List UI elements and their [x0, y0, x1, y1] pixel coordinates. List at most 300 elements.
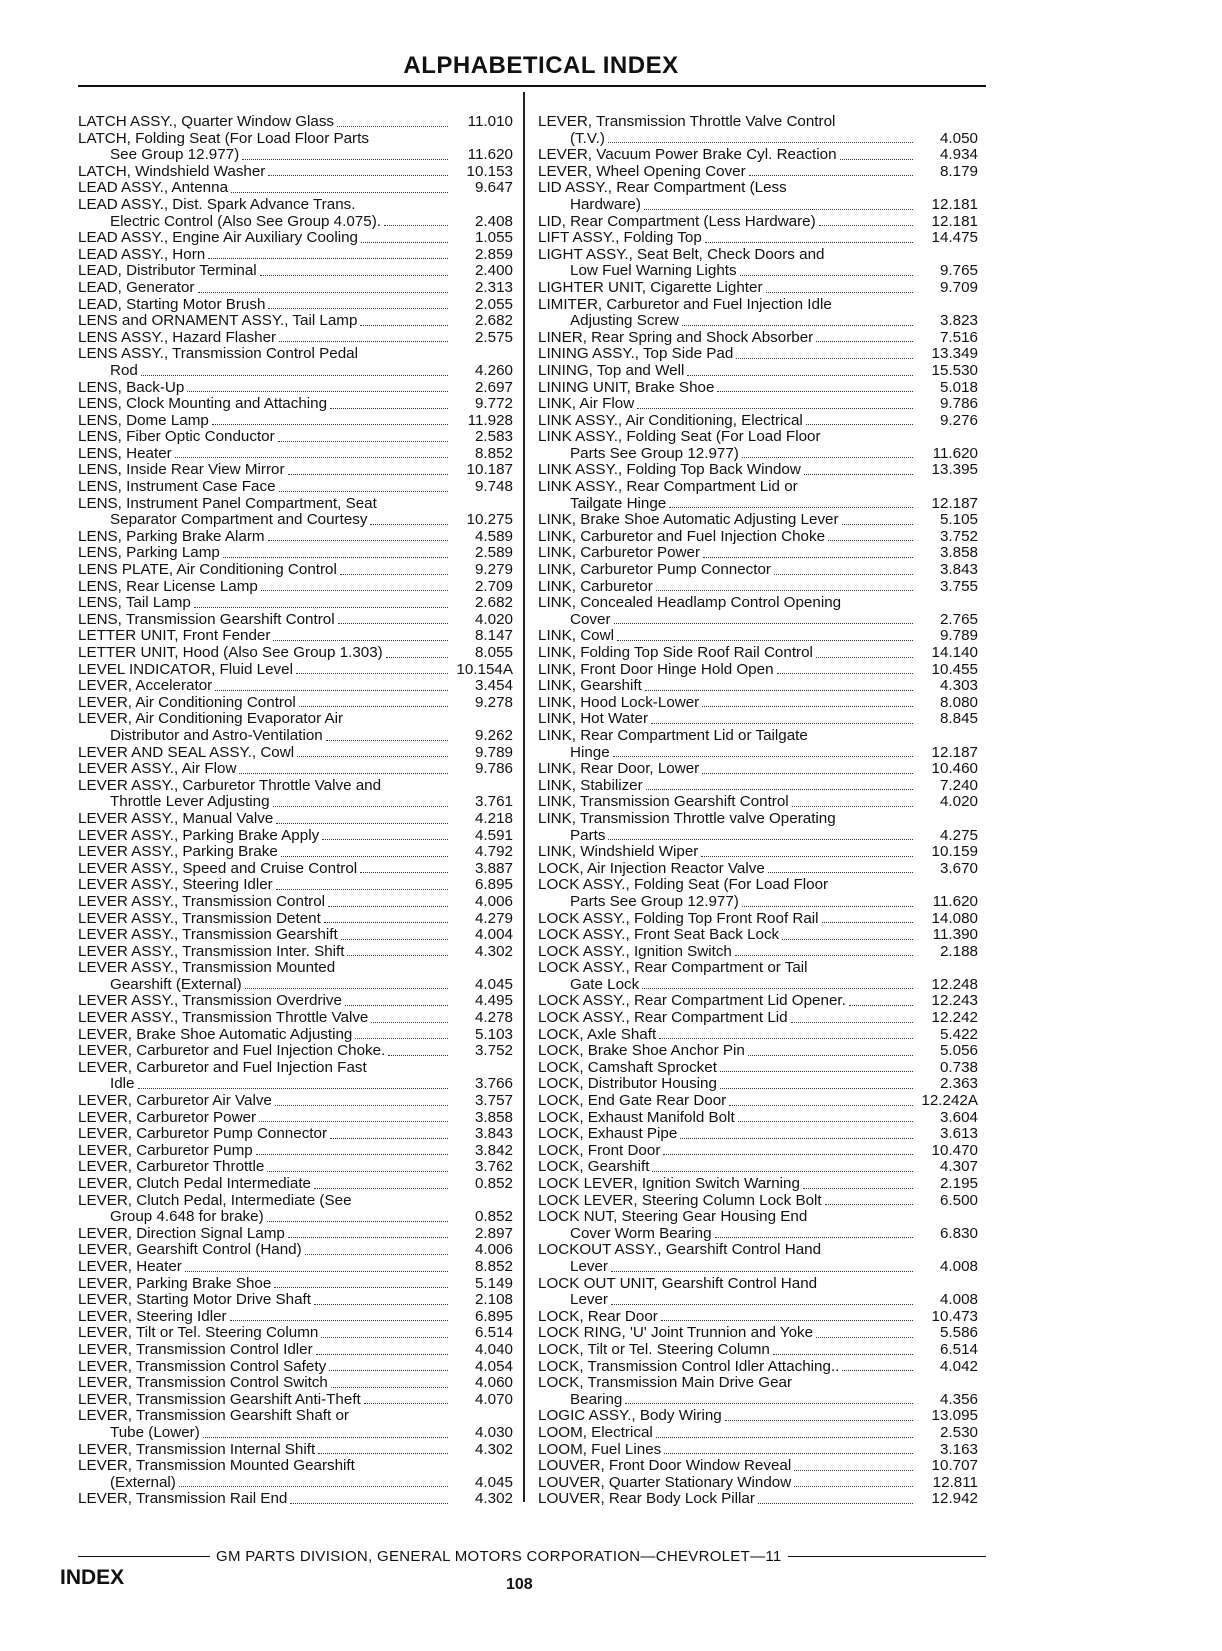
- index-entry: [78, 894, 513, 911]
- footer-rule-left: [78, 1556, 210, 1558]
- entry-line-with-number: [78, 1276, 513, 1293]
- entry-line-with-number: [78, 861, 513, 878]
- index-entry: [538, 678, 978, 695]
- entry-text: LINING, Top and Well: [538, 361, 685, 379]
- entry-line-with-number: [538, 529, 978, 546]
- entry-line-with-number: [78, 993, 513, 1010]
- entry-text: LEVER, Transmission Control Switch: [78, 1374, 328, 1392]
- entry-text: LEVER ASSY., Transmission Gearshift: [78, 926, 338, 944]
- index-entry: [78, 778, 513, 811]
- group-number: 2.897: [474, 1224, 513, 1242]
- entry-text: LINK, Brake Shoe Automatic Adjusting Lever: [538, 511, 839, 529]
- index-entry: [538, 778, 978, 795]
- entry-line-with-number: [78, 147, 513, 164]
- entry-text: LIGHTER UNIT, Cigarette Lighter: [538, 278, 763, 296]
- index-entry: [78, 695, 513, 712]
- dot-leader: [614, 623, 913, 624]
- entry-line: [78, 346, 513, 363]
- group-number: 9.772: [474, 395, 513, 413]
- entry-line-with-number: [78, 1375, 513, 1392]
- dot-leader: [328, 906, 448, 907]
- entry-text: (T.V.): [570, 129, 605, 147]
- dot-leader: [329, 1370, 448, 1371]
- index-entry: [538, 147, 978, 164]
- footer-division-text: GM PARTS DIVISION, GENERAL MOTORS CORPORATION—CHEVROLET—11: [216, 1548, 782, 1565]
- group-number: 5.422: [939, 1025, 978, 1043]
- group-number: 5.586: [939, 1324, 978, 1342]
- group-number: 12.811: [932, 1473, 978, 1491]
- entry-line-with-number: [78, 844, 513, 861]
- group-number: 10.154A: [456, 660, 513, 678]
- entry-line-with-number: [538, 745, 978, 762]
- index-entry: [78, 1027, 513, 1044]
- index-entry: [538, 1093, 978, 1110]
- entry-text: LINK, Carburetor: [538, 577, 653, 595]
- entry-text: LEVER, Heater: [78, 1257, 182, 1275]
- entry-line-with-number: [78, 380, 513, 397]
- entry-text: LEVER, Carburetor Air Valve: [78, 1092, 272, 1110]
- entry-line-with-number: [78, 1491, 513, 1508]
- entry-line-with-number: [78, 1359, 513, 1376]
- entry-text: LINK, Stabilizer: [538, 776, 643, 794]
- footer-line: [78, 1548, 986, 1565]
- entry-text: Electric Control (Also See Group 4.075).: [110, 212, 381, 230]
- entry-line-with-number: [78, 877, 513, 894]
- dot-leader: [842, 1370, 913, 1371]
- entry-text: Parts See Group 12.977): [570, 444, 739, 462]
- group-number: 9.647: [474, 179, 513, 197]
- index-entry: [78, 1392, 513, 1409]
- entry-text: LINK, Transmission Throttle valve Operating: [538, 809, 836, 827]
- index-entry: [78, 662, 513, 679]
- dot-leader: [273, 806, 448, 807]
- group-number: 2.400: [474, 262, 513, 280]
- group-number: 2.055: [474, 295, 513, 313]
- group-number: 4.020: [939, 793, 978, 811]
- entry-text: LEVEL INDICATOR, Fluid Level: [78, 660, 293, 678]
- dot-leader: [268, 175, 448, 176]
- entry-text: LENS, Parking Lamp: [78, 544, 220, 562]
- entry-text: Group 4.648 for brake): [110, 1208, 264, 1226]
- index-entry: [78, 927, 513, 944]
- index-entry: [78, 960, 513, 993]
- dot-leader: [656, 1437, 913, 1438]
- entry-line-with-number: [78, 1110, 513, 1127]
- group-number: 4.278: [474, 1009, 513, 1027]
- group-number: 10.455: [931, 660, 978, 678]
- group-number: 8.080: [939, 693, 978, 711]
- entry-line-with-number: [538, 1442, 978, 1459]
- group-number: 9.789: [939, 627, 978, 645]
- group-number: 3.670: [939, 859, 978, 877]
- dot-leader: [791, 1022, 913, 1023]
- entry-line-with-number: [78, 214, 513, 231]
- dot-leader: [275, 1105, 448, 1106]
- dot-leader: [267, 1171, 448, 1172]
- entry-text: LOCK ASSY., Folding Seat (For Load Floor: [538, 876, 829, 894]
- group-number: 8.055: [474, 644, 513, 661]
- index-entry: [78, 911, 513, 928]
- dot-leader: [281, 856, 448, 857]
- index-entry: [78, 861, 513, 878]
- index-entry: [78, 1325, 513, 1342]
- entry-text: Idle: [110, 1075, 135, 1093]
- entry-line-with-number: [538, 1043, 978, 1060]
- group-number: 3.858: [939, 544, 978, 562]
- index-entry: [78, 313, 513, 330]
- group-number: 3.842: [474, 1141, 513, 1159]
- group-number: 4.302: [474, 1490, 513, 1508]
- entry-text: LEVER ASSY., Transmission Control: [78, 892, 326, 910]
- entry-text: LOCK LEVER, Steering Column Lock Bolt: [538, 1191, 822, 1209]
- entry-text: LINK ASSY., Air Conditioning, Electrical: [538, 411, 803, 429]
- index-entry: [78, 1143, 513, 1160]
- index-entry: [538, 330, 978, 347]
- entry-text: LEVER, Brake Shoe Automatic Adjusting: [78, 1025, 353, 1043]
- dot-leader: [194, 607, 448, 608]
- group-number: 3.843: [939, 561, 978, 579]
- entry-line-with-number: [538, 1126, 978, 1143]
- entry-text: LEVER, Clutch Pedal Intermediate: [78, 1175, 311, 1192]
- entry-text: LEVER, Air Conditioning Control: [78, 693, 296, 711]
- entry-line-with-number: [78, 595, 513, 612]
- index-entry: [538, 1126, 978, 1143]
- entry-text: LINK, Windshield Wiper: [538, 843, 699, 861]
- group-number: 3.604: [939, 1108, 978, 1126]
- dot-leader: [256, 1154, 448, 1155]
- index-entry: [538, 1458, 978, 1475]
- entry-text: Parts: [570, 826, 606, 844]
- entry-text: LEVER AND SEAL ASSY., Cowl: [78, 743, 295, 761]
- group-number: 7.240: [939, 776, 978, 794]
- dot-leader: [337, 126, 448, 127]
- dot-leader: [644, 209, 913, 210]
- entry-line-with-number: [78, 114, 513, 131]
- index-entry: [78, 429, 513, 446]
- dot-leader: [749, 175, 913, 176]
- entry-line-with-number: [78, 579, 513, 596]
- entry-line-with-number: [78, 446, 513, 463]
- index-entry: [78, 131, 513, 164]
- entry-text: LEVER, Carburetor Pump: [78, 1141, 253, 1159]
- entry-line-with-number: [538, 1325, 978, 1342]
- index-entry: [538, 711, 978, 728]
- group-number: 2.408: [474, 212, 513, 230]
- group-number: 10.275: [466, 511, 513, 529]
- group-number: 4.040: [474, 1340, 513, 1358]
- entry-text: See Group 12.977): [110, 146, 240, 164]
- entry-line: [78, 1193, 513, 1210]
- entry-text: LINK, Hood Lock-Lower: [538, 693, 700, 711]
- dot-leader: [268, 540, 448, 541]
- dot-leader: [687, 375, 913, 376]
- index-entry: [538, 1193, 978, 1210]
- entry-text: LEVER, Transmission Rail End: [78, 1490, 288, 1508]
- entry-line-with-number: [78, 1093, 513, 1110]
- index-entry: [78, 844, 513, 861]
- entry-text: (External): [110, 1473, 176, 1491]
- entry-line-with-number: [538, 1259, 978, 1276]
- entry-line-with-number: [78, 1475, 513, 1492]
- dot-leader: [288, 474, 448, 475]
- group-number: 12.187: [931, 743, 978, 761]
- entry-text: LEVER ASSY., Transmission Inter. Shift: [78, 942, 345, 960]
- entry-line-with-number: [78, 1209, 513, 1226]
- entry-line-with-number: [538, 496, 978, 513]
- entry-line: [538, 1242, 978, 1259]
- entry-line-with-number: [538, 944, 978, 961]
- entry-text: LETTER UNIT, Front Fender: [78, 627, 271, 645]
- entry-line: [538, 1375, 978, 1392]
- entry-line-with-number: [78, 429, 513, 446]
- entry-text: LENS ASSY., Transmission Control Pedal: [78, 345, 358, 363]
- entry-line-with-number: [538, 462, 978, 479]
- dot-leader: [267, 1221, 448, 1222]
- entry-line-with-number: [78, 1325, 513, 1342]
- entry-text: LENS PLATE, Air Conditioning Control: [78, 561, 337, 579]
- index-entry: [538, 1375, 978, 1408]
- index-entry: [538, 645, 978, 662]
- entry-line-with-number: [538, 695, 978, 712]
- index-entry: [78, 263, 513, 280]
- dot-leader: [717, 391, 913, 392]
- dot-leader: [701, 856, 913, 857]
- index-entry: [538, 993, 978, 1010]
- index-entry: [538, 1425, 978, 1442]
- index-entry: [78, 1442, 513, 1459]
- dot-leader: [215, 690, 448, 691]
- group-number: 5.105: [939, 511, 978, 529]
- index-entry: [538, 1309, 978, 1326]
- dot-leader: [804, 474, 913, 475]
- group-number: 3.752: [939, 527, 978, 545]
- entry-line-with-number: [538, 330, 978, 347]
- entry-text: LEVER ASSY., Transmission Mounted: [78, 959, 336, 977]
- group-number: 6.830: [939, 1224, 978, 1242]
- group-number: 9.765: [939, 262, 978, 280]
- group-number: 4.045: [474, 1473, 513, 1491]
- entry-line: [78, 197, 513, 214]
- index-entry: [78, 993, 513, 1010]
- entry-line: [538, 877, 978, 894]
- entry-text: LEVER, Transmission Mounted Gearshift: [78, 1457, 355, 1475]
- index-entry: [538, 545, 978, 562]
- group-number: 9.279: [474, 561, 513, 579]
- entry-text: LETTER UNIT, Hood (Also See Group 1.303): [78, 644, 383, 661]
- dot-leader: [268, 308, 448, 309]
- entry-line: [78, 1458, 513, 1475]
- entry-line: [538, 960, 978, 977]
- dot-leader: [729, 1105, 913, 1106]
- index-entry: [78, 1060, 513, 1093]
- group-number: 11.620: [467, 146, 513, 164]
- index-entry: [78, 247, 513, 264]
- group-number: 3.761: [474, 793, 513, 811]
- group-number: 10.187: [466, 461, 513, 479]
- entry-line-with-number: [78, 545, 513, 562]
- group-number: 6.514: [474, 1324, 513, 1342]
- index-entry: [78, 745, 513, 762]
- group-number: 0.738: [939, 1058, 978, 1076]
- index-entry: [538, 1010, 978, 1027]
- index-entry: [538, 413, 978, 430]
- entry-text: LEVER ASSY., Speed and Cruise Control: [78, 859, 358, 877]
- entry-text: LOCK, Camshaft Sprocket: [538, 1058, 717, 1076]
- group-number: 10.473: [931, 1307, 978, 1325]
- index-entry: [538, 479, 978, 512]
- group-number: 4.054: [474, 1357, 513, 1375]
- entry-text: LINK, Carburetor and Fuel Injection Choke: [538, 527, 826, 545]
- index-entry: [78, 1043, 513, 1060]
- index-entry: [538, 380, 978, 397]
- group-number: 12.942: [931, 1490, 978, 1508]
- group-number: 2.530: [939, 1423, 978, 1441]
- entry-text: LENS and ORNAMENT ASSY., Tail Lamp: [78, 312, 358, 330]
- entry-text: LID, Rear Compartment (Less Hardware): [538, 212, 816, 230]
- entry-text: LIGHT ASSY., Seat Belt, Check Doors and: [538, 245, 825, 263]
- group-number: 11.010: [467, 113, 513, 130]
- entry-line-with-number: [538, 927, 978, 944]
- index-entry: [78, 1110, 513, 1127]
- entry-text: LEVER, Direction Signal Lamp: [78, 1224, 285, 1242]
- index-entry: [538, 180, 978, 213]
- entry-line-with-number: [78, 745, 513, 762]
- index-entry: [538, 230, 978, 247]
- dot-leader: [212, 424, 448, 425]
- dot-leader: [384, 225, 448, 226]
- entry-text: Rod: [110, 361, 138, 379]
- group-number: 14.140: [931, 644, 978, 661]
- group-number: 4.006: [474, 1241, 513, 1259]
- entry-text: LOCK, Transmission Control Idler Attaching..: [538, 1357, 840, 1375]
- entry-line-with-number: [538, 346, 978, 363]
- entry-line-with-number: [538, 1159, 978, 1176]
- index-entry: [78, 114, 513, 131]
- dot-leader: [773, 1354, 913, 1355]
- group-number: 9.748: [474, 478, 513, 496]
- index-entry: [538, 363, 978, 380]
- entry-line-with-number: [78, 462, 513, 479]
- dot-leader: [766, 292, 913, 293]
- index-entry: [538, 877, 978, 910]
- entry-text: Distributor and Astro-Ventilation: [110, 726, 323, 744]
- entry-line-with-number: [538, 711, 978, 728]
- entry-text: LOGIC ASSY., Body Wiring: [538, 1407, 722, 1425]
- index-entry: [78, 944, 513, 961]
- entry-line-with-number: [538, 1060, 978, 1077]
- entry-line-with-number: [78, 1425, 513, 1442]
- entry-text: LINK, Cowl: [538, 627, 614, 645]
- entry-line-with-number: [538, 1093, 978, 1110]
- left-column: [78, 114, 513, 1508]
- entry-line-with-number: [538, 662, 978, 679]
- index-entry: [538, 911, 978, 928]
- group-number: 4.934: [939, 146, 978, 164]
- entry-line-with-number: [538, 1226, 978, 1243]
- dot-leader: [794, 1470, 913, 1471]
- index-entry: [538, 1043, 978, 1060]
- dot-leader: [806, 424, 913, 425]
- dot-leader: [842, 524, 913, 525]
- entry-text: LOUVER, Rear Body Lock Pillar: [538, 1490, 755, 1508]
- group-number: 3.454: [474, 677, 513, 695]
- entry-line: [78, 1408, 513, 1425]
- group-number: 11.620: [932, 444, 978, 462]
- index-entry: [78, 297, 513, 314]
- index-entry: [78, 180, 513, 197]
- index-entry: [78, 1159, 513, 1176]
- index-entry: [538, 960, 978, 993]
- entry-line-with-number: [538, 396, 978, 413]
- index-entry: [78, 1458, 513, 1491]
- index-entry: [538, 944, 978, 961]
- group-number: 9.789: [474, 743, 513, 761]
- group-number: 8.147: [474, 627, 513, 645]
- entry-line-with-number: [78, 977, 513, 994]
- entry-line-with-number: [78, 828, 513, 845]
- group-number: 4.356: [939, 1390, 978, 1408]
- group-number: 12.181: [931, 212, 978, 230]
- entry-text: LEVER ASSY., Transmission Throttle Valve: [78, 1009, 369, 1027]
- dot-leader: [360, 872, 448, 873]
- entry-line-with-number: [78, 1159, 513, 1176]
- entry-text: LINK, Rear Door, Lower: [538, 760, 700, 778]
- entry-line-with-number: [78, 761, 513, 778]
- index-entry: [78, 346, 513, 379]
- entry-text: Parts See Group 12.977): [570, 892, 739, 910]
- group-number: 9.262: [474, 726, 513, 744]
- entry-line-with-number: [538, 164, 978, 181]
- dot-leader: [742, 457, 913, 458]
- dot-leader: [370, 524, 448, 525]
- group-number: 8.179: [939, 162, 978, 180]
- entry-text: LOCK, Exhaust Manifold Bolt: [538, 1108, 735, 1126]
- entry-line-with-number: [78, 1176, 513, 1193]
- dot-leader: [738, 1121, 913, 1122]
- dot-leader: [261, 590, 448, 591]
- index-entry: [538, 628, 978, 645]
- entry-line: [538, 247, 978, 264]
- group-number: 2.313: [474, 278, 513, 296]
- dot-leader: [242, 159, 448, 160]
- group-number: 1.055: [474, 229, 513, 247]
- group-number: 3.757: [474, 1092, 513, 1110]
- dot-leader: [318, 1453, 448, 1454]
- entry-text: LOCK, Front Door: [538, 1141, 661, 1159]
- entry-line-with-number: [538, 579, 978, 596]
- entry-line-with-number: [78, 230, 513, 247]
- entry-line-with-number: [538, 1076, 978, 1093]
- index-entry: [78, 1010, 513, 1027]
- group-number: 5.056: [939, 1042, 978, 1060]
- entry-line: [538, 1276, 978, 1293]
- entry-line-with-number: [538, 446, 978, 463]
- dot-leader: [758, 1503, 913, 1504]
- entry-text: LINK, Concealed Headlamp Control Opening: [538, 594, 842, 612]
- entry-text: LEVER, Transmission Control Idler: [78, 1340, 313, 1358]
- index-entry: [538, 214, 978, 231]
- entry-text: LINK, Carburetor Pump Connector: [538, 561, 771, 579]
- entry-text: Tube (Lower): [110, 1423, 200, 1441]
- group-number: 4.792: [474, 843, 513, 861]
- dot-leader: [608, 839, 913, 840]
- entry-text: LEVER, Wheel Opening Cover: [538, 162, 746, 180]
- dot-leader: [355, 1038, 448, 1039]
- dot-leader: [175, 457, 448, 458]
- entry-line: [538, 1209, 978, 1226]
- dot-leader: [187, 391, 448, 392]
- dot-leader: [314, 1304, 448, 1305]
